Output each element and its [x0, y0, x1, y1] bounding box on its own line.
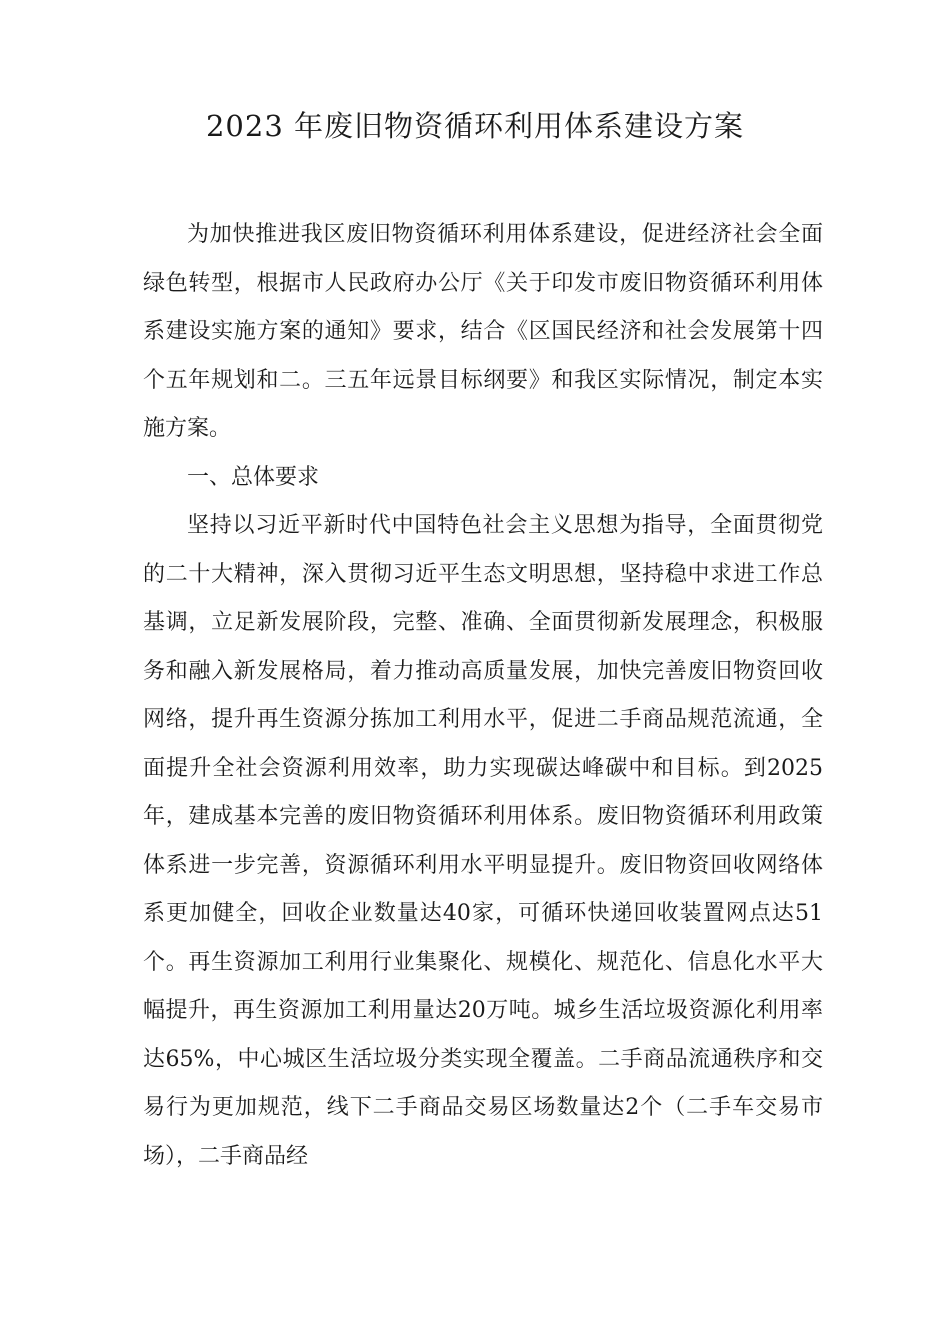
- intro-paragraph: 为加快推进我区废旧物资循环利用体系建设，促进经济社会全面绿色转型，根据市人民政府办公厅《关于印发市废旧物资循环利用体系建设实施方案的通知》要求，结合《区国民经济和社会发展第十四个五年规划和二。三五年远景目标纲要》和我区实际情况，制定本实施方案。: [143, 222, 823, 441]
- document-title: 2023 年废旧物资循环利用体系建设方案: [205, 109, 745, 143]
- section-paragraph: 坚持以习近平新时代中国特色社会主义思想为指导，全面贯彻党的二十大精神，深入贯彻习近平生态文明思想，坚持稳中求进工作总基调，立足新发展阶段，完整、准确、全面贯彻新发展理念，积极服务和融入新发展格局，着力推动高质量发展，加快完善废旧物资回收网络，提升再生资源分拣加工利用水平，促进二手商品规范流通，全面提升全社会资源利用效率，助力实现碳达峰碳中和目标。到2025年，建成基本完善的废旧物资循环利用体系。废旧物资循环利用政策体系进一步完善，资源循环利用水平明显提升。废旧物资回收网络体系更加健全，回收企业数量达40家，可循环快递回收装置网点达51个。再生资源加工利用行业集聚化、规模化、规范化、信息化水平大幅提升，再生资源加工利用量达20万吨。城乡生活垃圾资源化利用率达65%，中心城区生活垃圾分类实现全覆盖。二手商品流通秩序和交易行为更加规范，线下二手商品交易区场数量达2个（二手车交易市场），二手商品经: [143, 513, 823, 1169]
- section-heading-overall-requirements: 一、总体要求: [187, 464, 320, 490]
- document-body: [143, 211, 823, 1181]
